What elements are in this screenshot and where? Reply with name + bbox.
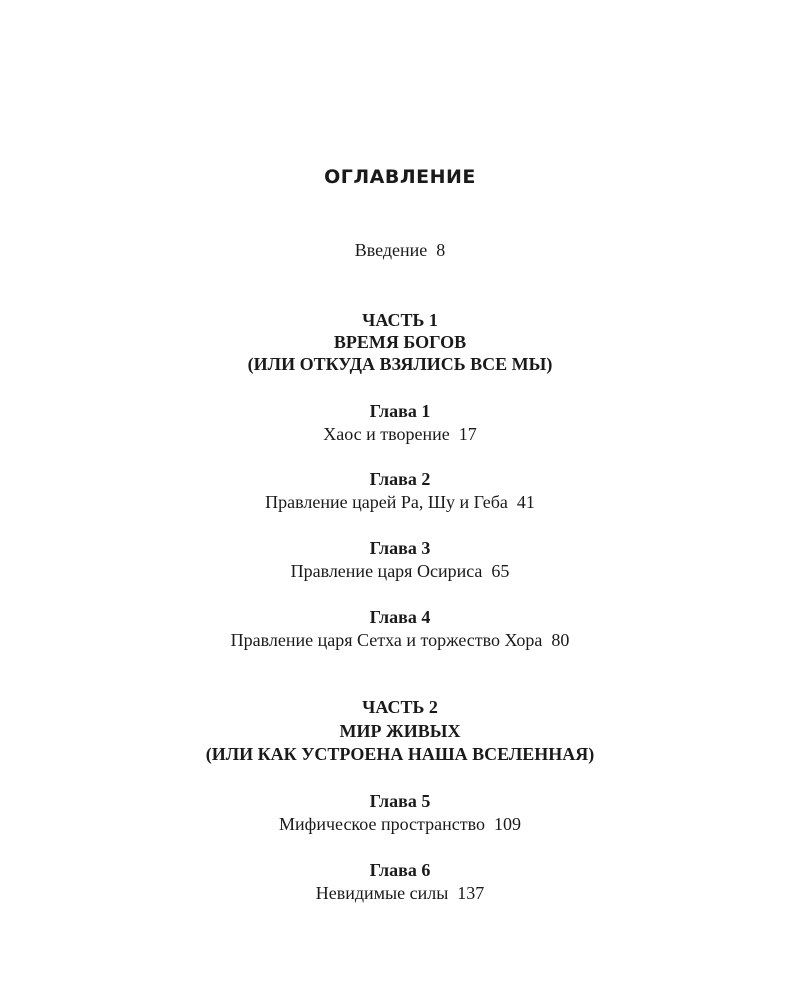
chapter-3-label: Глава 3	[369, 538, 431, 558]
toc-entry-chapter-2[interactable]	[0, 490, 800, 514]
part-2-number: ЧАСТЬ 2	[362, 697, 438, 717]
chapter-5-label: Глава 5	[369, 791, 431, 811]
part-1-subtitle: (ИЛИ ОТКУДА ВЗЯЛИСЬ ВСЕ МЫ)	[247, 354, 553, 374]
chapter-2-page-number: 41	[516, 492, 535, 512]
chapter-2-label: Глава 2	[369, 469, 431, 489]
toc-entry-chapter-6[interactable]	[0, 881, 800, 905]
chapter-4-page-number: 80	[551, 630, 570, 650]
chapter-1-label: Глава 1	[369, 401, 431, 421]
chapter-2-title: Правление царей Ра, Шу и Геба	[265, 492, 508, 512]
chapter-6-label: Глава 6	[369, 860, 431, 880]
chapter-3-page-number: 65	[491, 561, 510, 581]
intro-page-number: 8	[436, 240, 446, 260]
chapter-4-label: Глава 4	[369, 607, 431, 627]
toc-entry-chapter-4[interactable]	[0, 628, 800, 652]
part-1-title: ВРЕМЯ БОГОВ	[333, 332, 467, 352]
part-1-number: ЧАСТЬ 1	[362, 310, 438, 330]
intro-label: Введение	[354, 240, 428, 260]
chapter-6-title: Невидимые силы	[315, 883, 449, 903]
toc-entry-chapter-3[interactable]	[0, 559, 800, 583]
chapter-6-page-number: 137	[457, 883, 485, 903]
toc-entry-intro[interactable]	[0, 238, 800, 262]
chapter-5-title: Мифическое пространство	[279, 814, 485, 834]
chapter-1-title: Хаос и творение	[323, 424, 450, 444]
chapter-4-title: Правление царя Сетха и торжество Хора	[230, 630, 543, 650]
chapter-3-title: Правление царя Осириса	[290, 561, 483, 581]
chapter-1-page-number: 17	[458, 424, 477, 444]
part-2-subtitle: (ИЛИ КАК УСТРОЕНА НАША ВСЕЛЕННАЯ)	[205, 744, 595, 764]
toc-title: ОГЛАВЛЕНИЕ	[324, 166, 476, 188]
toc-entry-chapter-1[interactable]	[0, 422, 800, 446]
toc-entry-chapter-5[interactable]	[0, 812, 800, 836]
part-2-title: МИР ЖИВЫХ	[339, 721, 461, 741]
chapter-5-page-number: 109	[493, 814, 521, 834]
